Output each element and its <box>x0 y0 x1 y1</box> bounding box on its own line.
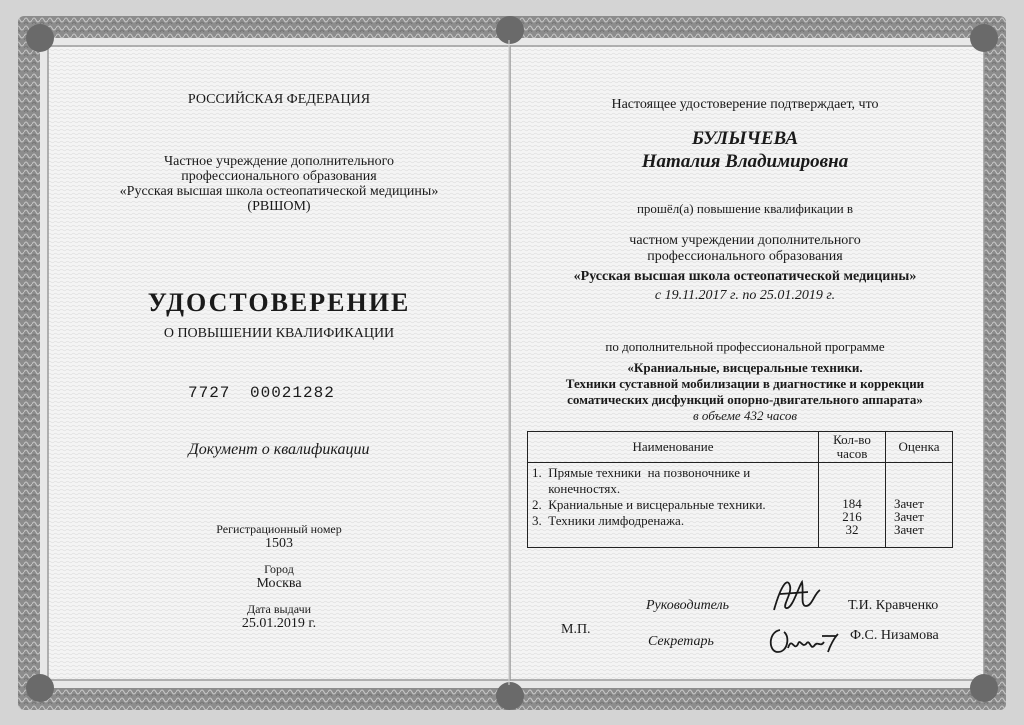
header-grade: Оценка <box>886 432 953 463</box>
issue-date-label: Дата выдачи <box>246 602 312 616</box>
holder-given-names: Наталия Владимировна <box>641 151 849 172</box>
fold-line <box>508 40 510 685</box>
reg-number-label: Регистрационный номер <box>216 522 342 536</box>
institution-block <box>56 154 502 214</box>
reg-number-value: 1503 <box>265 536 293 551</box>
program-line-2: Техники суставной мобилизации в диагностике и коррекции <box>565 376 925 391</box>
city-label: Город <box>264 562 294 576</box>
course-2-grade: Зачет <box>894 509 924 524</box>
document-subtitle: О ПОВЫШЕНИИ КВАЛИФИКАЦИИ <box>163 326 395 341</box>
header-hours-line-1: Кол-во <box>833 432 871 447</box>
secretary-label: Секретарь <box>648 634 714 649</box>
institution-line-4: (РВШОМ) <box>247 199 311 214</box>
course-2-hours: 216 <box>842 509 862 524</box>
course-3-name: 3. Техники лимфодренажа. <box>532 513 685 528</box>
institution-line-1: Частное учреждение дополнительного <box>164 154 394 169</box>
director-label: Руководитель <box>646 598 730 613</box>
table-body-row <box>528 463 953 548</box>
stamp-placeholder: М.П. <box>561 622 591 637</box>
program-volume: в объеме 432 часов <box>693 408 797 423</box>
course-2-name: 2. Краниальные и висцеральные техники. <box>532 497 766 512</box>
course-1-grade: Зачет <box>894 496 924 511</box>
document-number: 00021282 <box>250 384 335 402</box>
course-1-line-1: 1. Прямые техники на позвоночнике и <box>532 465 751 480</box>
certificate-intro: Настоящее удостоверение подтверждает, что <box>611 97 879 112</box>
courses-table <box>527 431 953 548</box>
document-type: Документ о квалификации <box>188 441 370 458</box>
holder-surname: БУЛЫЧЕВА <box>691 128 799 149</box>
course-hours-cell <box>819 463 886 548</box>
institution-line-3: «Русская высшая школа остеопатической медицины» <box>119 184 439 199</box>
program-title-block <box>516 360 974 408</box>
header-name: Наименование <box>528 432 819 463</box>
course-3-hours: 32 <box>845 522 859 537</box>
country-heading: РОССИЙСКАЯ ФЕДЕРАЦИЯ <box>187 92 371 107</box>
study-period: с 19.11.2017 г. по 25.01.2019 г. <box>654 288 836 303</box>
program-line-3: соматических дисфункций опорно-двигательного аппарата» <box>567 392 923 407</box>
qualification-text: прошёл(а) повышение квалификации в <box>636 201 854 216</box>
course-grades-cell <box>886 463 953 548</box>
header-hours <box>819 432 886 463</box>
secretary-signature <box>764 618 844 662</box>
course-1-line-2: конечностях. <box>532 481 621 496</box>
program-line-1: «Краниальные, висцеральные техники. <box>627 360 863 375</box>
header-hours-line-2: часов <box>836 446 868 461</box>
director-name: Т.И. Кравченко <box>848 598 939 613</box>
secretary-name: Ф.С. Низамова <box>850 628 939 643</box>
city-value: Москва <box>256 576 302 591</box>
course-names-cell <box>528 463 819 548</box>
right-institution-line-2: профессионального образования <box>647 249 843 264</box>
table-header-row <box>528 432 953 463</box>
serial-number: 7727 <box>188 384 231 402</box>
course-3-grade: Зачет <box>894 522 924 537</box>
school-name: «Русская высшая школа остеопатической медицины» <box>573 269 917 284</box>
institution-line-2: профессионального образования <box>181 169 377 184</box>
right-institution-line-1: частном учреждении дополнительного <box>629 233 861 248</box>
right-institution-block <box>516 233 974 265</box>
course-1-hours: 184 <box>842 496 862 511</box>
issue-date-value: 25.01.2019 г. <box>241 616 317 631</box>
program-intro: по дополнительной профессиональной программе <box>605 339 885 354</box>
document-title: УДОСТОВЕРЕНИЕ <box>147 288 411 317</box>
director-signature <box>768 572 828 620</box>
